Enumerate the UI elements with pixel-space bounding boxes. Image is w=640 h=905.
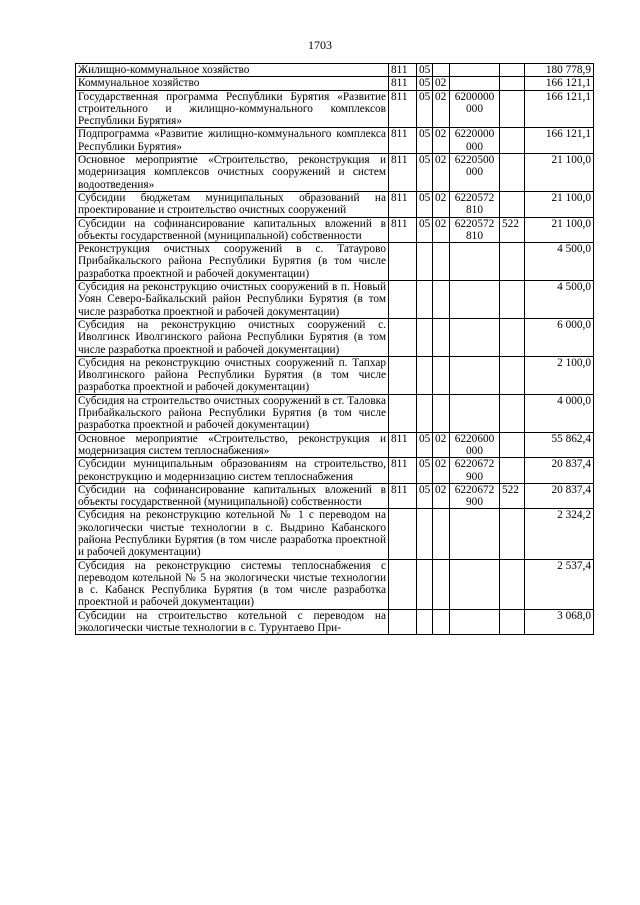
section-code-cell: 05 [417,64,433,77]
table-row [76,394,594,432]
section-code-cell: 05 [417,217,433,243]
table-row [76,559,594,609]
table-row [76,128,594,154]
target-article-cell [450,64,500,77]
section-code-cell: 05 [417,483,433,509]
section-code-cell [417,243,433,281]
amount-cell: 166 121,1 [525,128,594,154]
subsection-code-cell [433,281,450,319]
expense-type-cell [500,128,525,154]
ministry-code-cell: 811 [389,458,417,484]
target-article-cell [450,356,500,394]
section-code-cell [417,394,433,432]
amount-cell: 4 000,0 [525,394,594,432]
item-name-cell: Субсидия на реконструкцию котельной № 1 с переводом на экологически чистые технологии в с. Выдрино Кабанского района Республики Бурятия (в том числе разработка проектной и рабочей документации) [76,509,389,559]
expense-type-cell [500,281,525,319]
subsection-code-cell [433,318,450,356]
ministry-code-cell [389,559,417,609]
subsection-code-cell: 02 [433,483,450,509]
expense-type-cell [500,356,525,394]
section-code-cell: 05 [417,432,433,458]
subsection-code-cell [433,609,450,635]
subsection-code-cell [433,243,450,281]
table-row [76,483,594,509]
item-name-cell: Субсидия на реконструкцию очистных сооружений с. Иволгинск Иволгинского района Республики Бурятия (в том числе разработка проектной и рабочей документации) [76,318,389,356]
table-row [76,318,594,356]
table-row [76,217,594,243]
table-row [76,191,594,217]
item-name-cell: Основное мероприятие «Строительство, реконструкция и модернизация комплексов очистных сооружений и систем водоотведения» [76,154,389,192]
table-row [76,356,594,394]
section-code-cell: 05 [417,77,433,90]
item-name-cell: Субсидии на софинансирование капитальных вложений в объекты государственной (муниципальной) собственности [76,483,389,509]
ministry-code-cell: 811 [389,77,417,90]
amount-cell: 2 100,0 [525,356,594,394]
item-name-cell: Субсидия на реконструкцию очистных сооружений в п. Новый Уоян Северо-Байкальский район Республики Бурятия (в том числе разработка проектной и рабочей документации) [76,281,389,319]
item-name-cell: Государственная программа Республики Бурятия «Развитие строительного и жилищно-коммунального комплексов Республики Бурятия» [76,90,389,128]
amount-cell: 21 100,0 [525,217,594,243]
expense-type-cell [500,243,525,281]
amount-cell: 3 068,0 [525,609,594,635]
item-name-cell: Подпрограмма «Развитие жилищно-коммунального комплекса Республики Бурятия» [76,128,389,154]
amount-cell: 2 537,4 [525,559,594,609]
table-row [76,77,594,90]
amount-cell: 2 324,2 [525,509,594,559]
target-article-cell [450,559,500,609]
ministry-code-cell [389,356,417,394]
section-code-cell: 05 [417,458,433,484]
item-name-cell: Основное мероприятие «Строительство, реконструкция и модернизация систем теплоснабжения» [76,432,389,458]
table-row [76,64,594,77]
subsection-code-cell [433,356,450,394]
target-article-cell [450,509,500,559]
expense-type-cell [500,154,525,192]
table-row [76,432,594,458]
ministry-code-cell [389,609,417,635]
ministry-code-cell [389,318,417,356]
amount-cell: 4 500,0 [525,243,594,281]
amount-cell: 21 100,0 [525,191,594,217]
subsection-code-cell: 02 [433,154,450,192]
section-code-cell [417,609,433,635]
expense-type-cell [500,509,525,559]
target-article-cell: 6220672 900 [450,458,500,484]
ministry-code-cell: 811 [389,64,417,77]
subsection-code-cell: 02 [433,432,450,458]
ministry-code-cell: 811 [389,90,417,128]
expense-type-cell [500,318,525,356]
target-article-cell: 6200000 000 [450,90,500,128]
item-name-cell: Жилищно-коммунальное хозяйство [76,64,389,77]
section-code-cell [417,356,433,394]
amount-cell: 4 500,0 [525,281,594,319]
item-name-cell: Субсидия на реконструкцию очистных сооружений п. Тапхар Иволгинского района Республики Бурятия (в том числе разработка проектной и рабочей документации) [76,356,389,394]
budget-table-body [76,64,594,635]
target-article-cell: 6220000 000 [450,128,500,154]
ministry-code-cell [389,509,417,559]
budget-table [75,63,594,635]
section-code-cell: 05 [417,90,433,128]
page-number: 1703 [308,38,332,52]
expense-type-cell [500,394,525,432]
item-name-cell: Субсидии на строительство котельной с переводом на экологически чистые технологии в с. Турунтаево При- [76,609,389,635]
target-article-cell [450,609,500,635]
subsection-code-cell [433,509,450,559]
expense-type-cell: 522 [500,217,525,243]
ministry-code-cell: 811 [389,154,417,192]
target-article-cell [450,77,500,90]
ministry-code-cell: 811 [389,483,417,509]
ministry-code-cell: 811 [389,128,417,154]
section-code-cell: 05 [417,191,433,217]
section-code-cell [417,281,433,319]
item-name-cell: Коммунальное хозяйство [76,77,389,90]
table-row [76,90,594,128]
amount-cell: 166 121,1 [525,90,594,128]
expense-type-cell [500,458,525,484]
target-article-cell [450,281,500,319]
amount-cell: 21 100,0 [525,154,594,192]
ministry-code-cell: 811 [389,432,417,458]
amount-cell: 180 778,9 [525,64,594,77]
target-article-cell [450,243,500,281]
subsection-code-cell: 02 [433,217,450,243]
item-name-cell: Субсидии муниципальным образованиям на строительство, реконструкцию и модернизацию систем теплоснабжения [76,458,389,484]
table-row [76,154,594,192]
amount-cell: 55 862,4 [525,432,594,458]
subsection-code-cell [433,394,450,432]
subsection-code-cell: 02 [433,128,450,154]
expense-type-cell [500,191,525,217]
ministry-code-cell [389,394,417,432]
item-name-cell: Субсидия на реконструкцию системы теплоснабжения с переводом котельной № 5 на экологически чистые технологии в с. Кабанск Республика Бурятия (в том числе разработка проектной и рабочей документации) [76,559,389,609]
expense-type-cell [500,90,525,128]
ministry-code-cell: 811 [389,191,417,217]
subsection-code-cell [433,64,450,77]
target-article-cell: 6220572 810 [450,217,500,243]
section-code-cell [417,559,433,609]
subsection-code-cell: 02 [433,458,450,484]
amount-cell: 166 121,1 [525,77,594,90]
subsection-code-cell: 02 [433,77,450,90]
expense-type-cell [500,609,525,635]
amount-cell: 20 837,4 [525,458,594,484]
subsection-code-cell: 02 [433,90,450,128]
item-name-cell: Реконструкция очистных сооружений в с. Татаурово Прибайкальского района Республики Бурятия (в том числе разработка проектной и рабочей документации) [76,243,389,281]
target-article-cell: 6220672 900 [450,483,500,509]
target-article-cell: 6220572 810 [450,191,500,217]
ministry-code-cell [389,243,417,281]
item-name-cell: Субсидии бюджетам муниципальных образований на проектирование и строительство очистных сооружений [76,191,389,217]
ministry-code-cell [389,281,417,319]
item-name-cell: Субсидии на софинансирование капитальных вложений в объекты государственной (муниципальной) собственности [76,217,389,243]
expense-type-cell [500,64,525,77]
section-code-cell: 05 [417,128,433,154]
expense-type-cell [500,432,525,458]
amount-cell: 20 837,4 [525,483,594,509]
amount-cell: 6 000,0 [525,318,594,356]
table-row [76,281,594,319]
table-row [76,243,594,281]
expense-type-cell [500,77,525,90]
table-row [76,609,594,635]
section-code-cell [417,509,433,559]
ministry-code-cell: 811 [389,217,417,243]
target-article-cell: 6220600 000 [450,432,500,458]
section-code-cell [417,318,433,356]
subsection-code-cell [433,559,450,609]
expense-type-cell: 522 [500,483,525,509]
table-row [76,458,594,484]
table-row [76,509,594,559]
target-article-cell [450,394,500,432]
item-name-cell: Субсидия на строительство очистных сооружений в ст. Таловка Прибайкальского района Республики Бурятия (в том числе разработка проектной и рабочей документации) [76,394,389,432]
expense-type-cell [500,559,525,609]
target-article-cell [450,318,500,356]
subsection-code-cell: 02 [433,191,450,217]
target-article-cell: 6220500 000 [450,154,500,192]
section-code-cell: 05 [417,154,433,192]
